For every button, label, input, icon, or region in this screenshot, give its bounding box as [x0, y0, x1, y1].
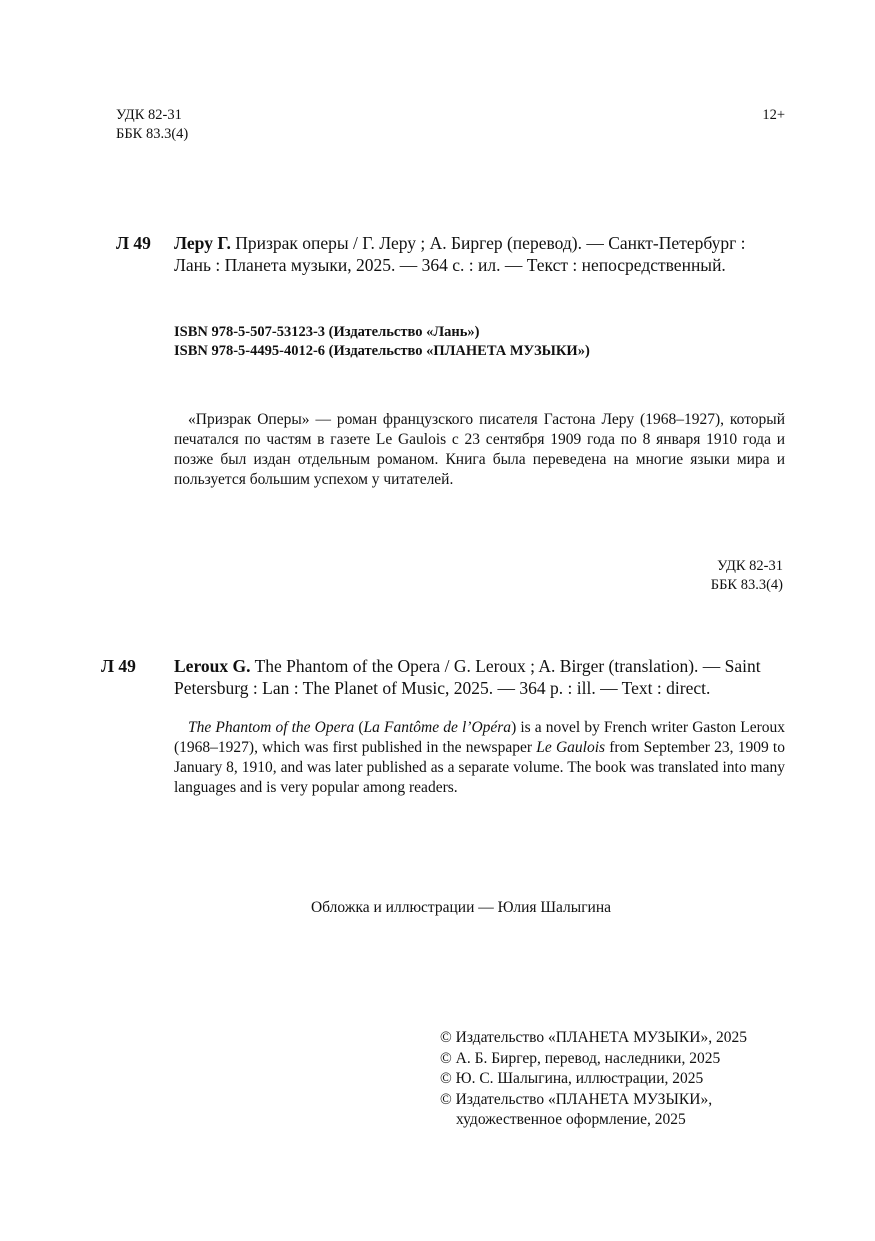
copyright-line-4-cont: художественное оформление, 2025	[456, 1111, 686, 1128]
en-abstract-original-title: La Fantôme de l’Opéra	[363, 719, 512, 736]
isbn-block	[174, 323, 590, 361]
ru-entry-code: Л 49	[116, 233, 151, 253]
classification-bbk: ББК 83.3(4)	[710, 577, 783, 593]
copyright-line-4: © Издательство «ПЛАНЕТА МУЗЫКИ»,	[440, 1090, 713, 1108]
copyright-line-3: © Ю. С. Шалыгина, иллюстрации, 2025	[440, 1070, 704, 1087]
copyright-line-2: © А. Б. Биргер, перевод, наследники, 2025	[440, 1049, 721, 1067]
en-entry-citation	[174, 655, 794, 699]
en-entry-line2: Petersburg : Lan : The Planet of Music, 2025. — 364 p. : ill. — Text : direct.	[174, 678, 711, 698]
isbn-planet: ISBN 978-5-4495-4012-6 (Издательство «ПЛАНЕТА МУЗЫКИ»)	[174, 343, 590, 359]
ru-entry-line2: Лань : Планета музыки, 2025. — 364 с. : ил. — Текст : непосредственный.	[174, 255, 726, 275]
header-bbk: ББК 83.3(4)	[116, 126, 189, 142]
ru-abstract: «Призрак Оперы» — роман французского писателя Гастона Леру (1968–1927), который печатался по частям в газете Le Gaulois с 23 сентября 1909 года по 8 января 1910 года и позже был издан отдельным романом. Книга была переведена на многие языки мира и пользуется большим успехом у читателей.	[174, 411, 785, 488]
en-abstract-part1: ) is a novel by French writer Gaston Leroux (1968–1927), which was first published in the newspaper	[174, 719, 785, 756]
en-abstract-paren: (	[354, 719, 364, 736]
copyright-block	[440, 1028, 747, 1131]
en-entry-code: Л 49	[101, 656, 136, 676]
ru-entry-line1: Призрак оперы / Г. Леру ; А. Биргер (перевод). — Санкт-Петербург :	[235, 233, 746, 253]
age-rating: 12+	[762, 107, 785, 123]
header-udk: УДК 82-31	[116, 107, 182, 123]
copyright-line-1: © Издательство «ПЛАНЕТА МУЗЫКИ», 2025	[440, 1029, 747, 1046]
ru-entry-author: Леру Г.	[174, 233, 231, 253]
ru-entry-citation	[174, 232, 794, 276]
en-abstract-newspaper: Le Gaulois	[536, 739, 606, 756]
en-abstract	[174, 718, 785, 798]
header-classification	[116, 106, 188, 144]
en-abstract-title: The Phantom of the Opera	[188, 719, 355, 736]
en-entry-line1: The Phantom of the Opera / G. Leroux ; A. Birger (translation). — Saint	[254, 656, 761, 676]
isbn-lan: ISBN 978-5-507-53123-3 (Издательство «Лань»)	[174, 324, 480, 340]
classification	[711, 557, 783, 595]
en-abstract-part2: from September 23, 1909 to January 8, 1910, and was later published as a separate volume. The book was translated into many languages and is very popular among readers.	[174, 739, 785, 796]
credits: Обложка и иллюстрации — Юлия Шалыгина	[310, 899, 612, 916]
en-entry-author: Leroux G.	[174, 656, 251, 676]
classification-udk: УДК 82-31	[717, 558, 783, 574]
